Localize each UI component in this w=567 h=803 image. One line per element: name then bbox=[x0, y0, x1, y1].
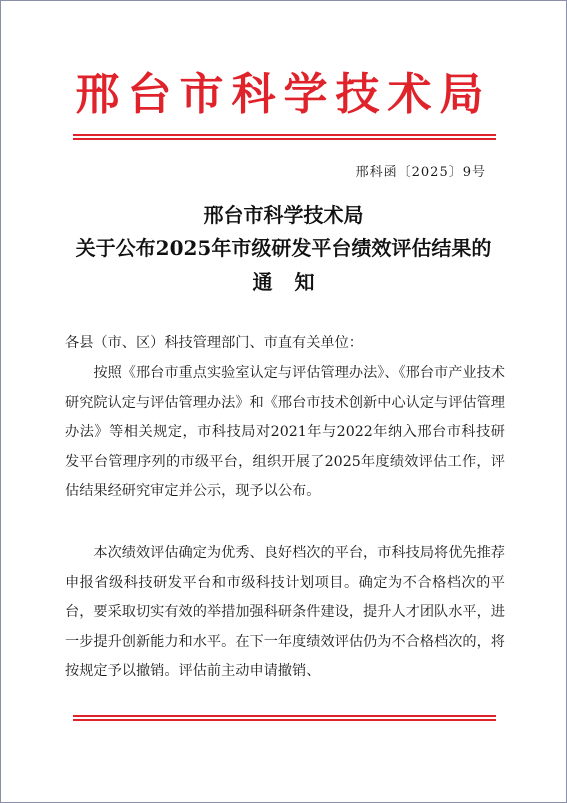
body-paragraph: 按照《邢台市重点实验室认定与评估管理办法》、《邢台市产业技术研究院认定与评估管理办法》和《邢台市技术创新中心认定与评估管理办法》等相关规定，市科技局对2021年与2022年纳入邢台市科技研发平台管理序列的市级平台，组织开展了2025年度绩效评估工作，评估结果经研究审定并公示，现予以公布。 bbox=[65, 365, 505, 500]
footer-divider bbox=[73, 719, 496, 721]
document-title-line-2: 关于公布2025年市级研发平台绩效评估结果的 bbox=[75, 236, 492, 260]
document-number: 邢科函〔2025〕9号 bbox=[355, 165, 486, 180]
letterhead-title: 邢台市科学技术局 bbox=[75, 69, 492, 120]
body-paragraph: 本次绩效评估确定为优秀、良好档次的平台，市科技局将优先推荐申报省级科技研发平台和市级科技计划项目。确定为不合格档次的平台，要采取切实有效的举措加强科研条件建设，提升人才团队水平，进一步提升创新能力和水平。在下一年度绩效评估仍为不合格档次的，将按规定予以撤销。评估前主动申请撤销、 bbox=[65, 545, 505, 680]
document-title-line-1: 邢台市科学技术局 bbox=[203, 203, 364, 227]
document-title-line-3: 通知 bbox=[252, 270, 337, 294]
letterhead-divider bbox=[73, 134, 496, 136]
salutation: 各县（市、区）科技管理部门、市直有关单位： bbox=[65, 335, 363, 351]
letterhead-divider bbox=[73, 138, 496, 140]
footer-divider bbox=[73, 715, 496, 717]
